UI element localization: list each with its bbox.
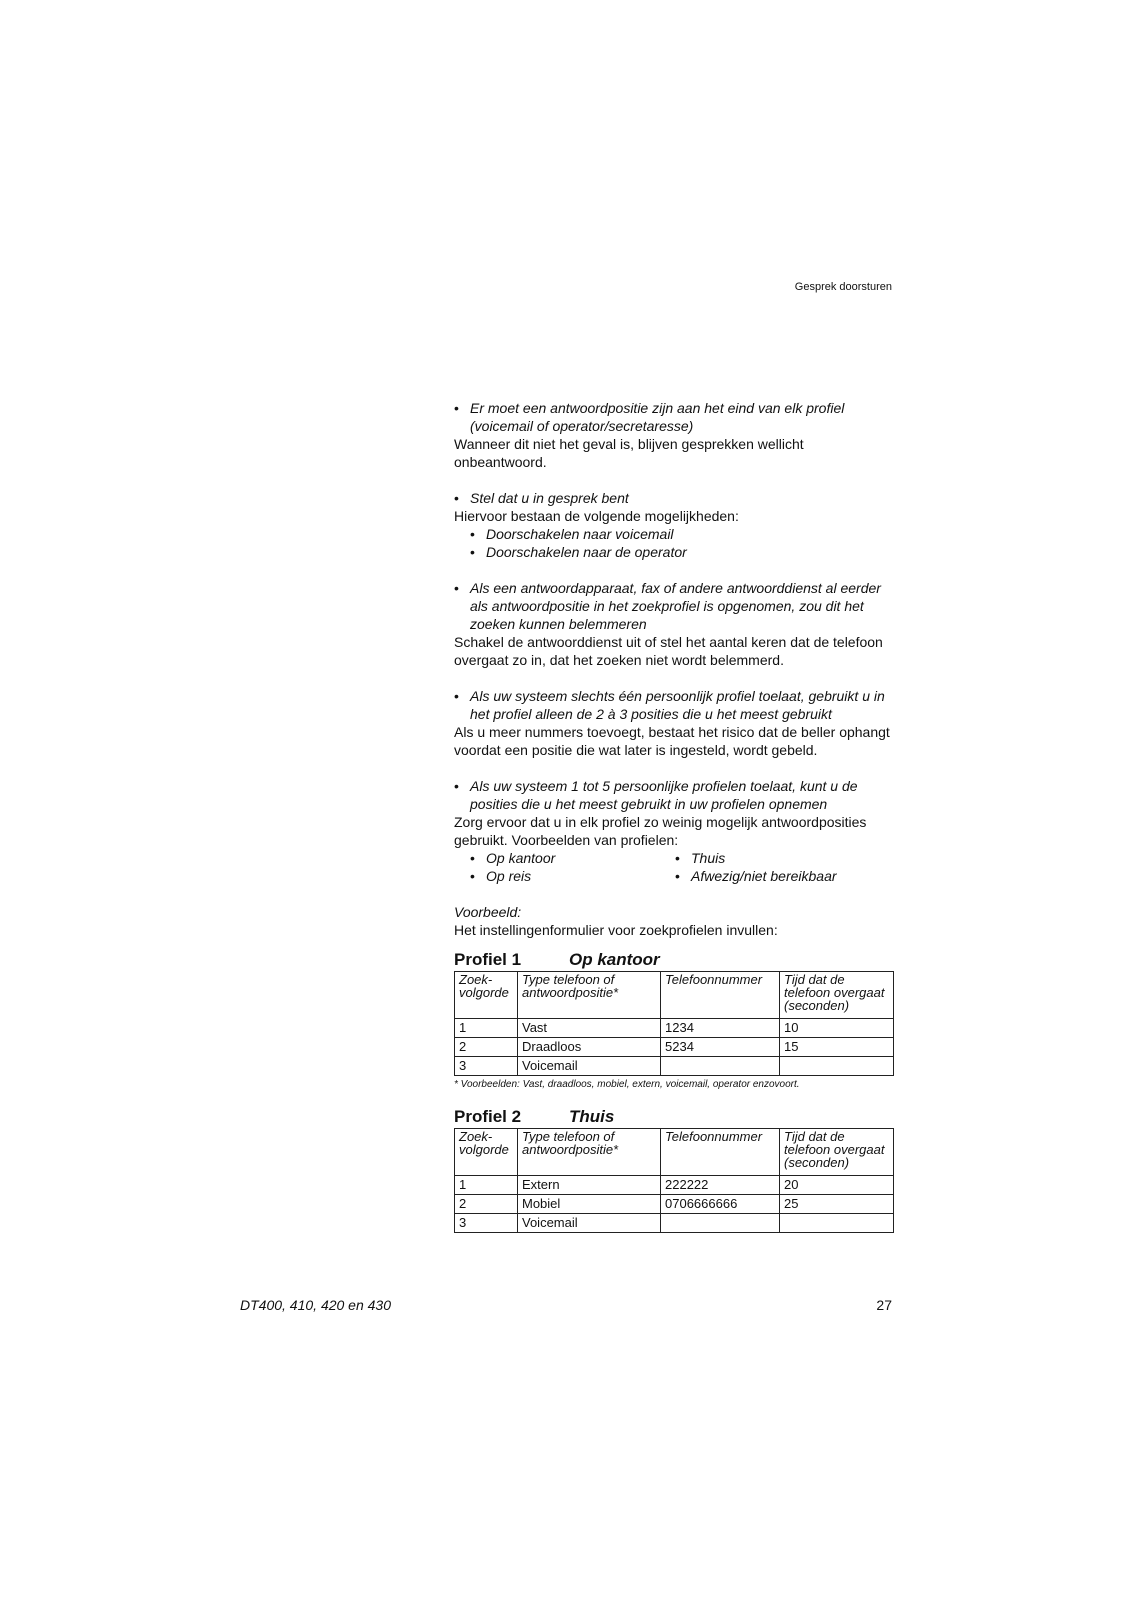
table-row <box>455 1019 894 1038</box>
table-cell: 222222 <box>661 1176 780 1195</box>
table-cell: 20 <box>780 1176 894 1195</box>
section-header: Gesprek doorsturen <box>794 281 892 293</box>
note-text: Als u meer nummers toevoegt, bestaat het risico dat de beller ophangt voordat een positie die wat later is ingesteld, wordt gebeld. <box>454 724 890 758</box>
table-row <box>455 1214 894 1233</box>
profile-name: Thuis <box>569 1107 615 1126</box>
profile-example: • Afwezig/niet bereikbaar <box>659 867 864 885</box>
profile-2-title <box>454 1106 894 1128</box>
table-header-row <box>455 972 894 1019</box>
header-phone-number: Telefoonnummer <box>661 972 780 1019</box>
header-phone-type: Type telefoon of antwoordpositie* <box>518 972 661 1019</box>
table-header-row <box>455 1129 894 1176</box>
profile-number: Profiel 2 <box>454 1107 522 1126</box>
table-row <box>455 1195 894 1214</box>
note-text: Wanneer dit niet het geval is, blijven gesprekken wellicht onbeantwoord. <box>454 436 804 470</box>
table-cell: 15 <box>780 1038 894 1057</box>
note-block <box>454 399 894 471</box>
note-block <box>454 777 894 885</box>
note-block <box>454 579 894 669</box>
note-text: Hiervoor bestaan de volgende mogelijkheden: <box>454 508 739 524</box>
note-block <box>454 489 894 561</box>
table-cell <box>661 1057 780 1076</box>
example-section <box>454 903 894 939</box>
table-cell: Voicemail <box>518 1057 661 1076</box>
table-cell: 2 <box>455 1038 518 1057</box>
note-block <box>454 687 894 759</box>
profile-2-table <box>454 1128 894 1233</box>
table-cell: 5234 <box>661 1038 780 1057</box>
note-bullet: • Als uw systeem slechts één persoonlijk profiel toelaat, gebruikt u in het profiel alleen de 2 à 3 posities die u het meest gebruikt <box>454 687 894 723</box>
page-number: 27 <box>876 1297 892 1313</box>
table-cell: Voicemail <box>518 1214 661 1233</box>
table-cell: 1 <box>455 1176 518 1195</box>
table-row <box>455 1038 894 1057</box>
table-cell: 10 <box>780 1019 894 1038</box>
header-phone-number: Telefoonnummer <box>661 1129 780 1176</box>
table-cell <box>780 1057 894 1076</box>
note-text: Schakel de antwoorddienst uit of stel het aantal keren dat de telefoon overgaat zo in, dat het zoeken niet wordt belemmerd. <box>454 634 883 668</box>
sub-bullet: • Doorschakelen naar de operator <box>454 543 894 561</box>
profile-example: • Thuis <box>659 849 864 867</box>
page-content <box>454 399 894 1233</box>
profile-examples <box>454 849 894 885</box>
footer-model: DT400, 410, 420 en 430 <box>240 1297 392 1313</box>
example-text: Het instellingenformulier voor zoekprofielen invullen: <box>454 922 778 938</box>
table-cell: Mobiel <box>518 1195 661 1214</box>
note-bullet: • Als uw systeem 1 tot 5 persoonlijke profielen toelaat, kunt u de posities die u het meest gebruikt in uw profielen opnemen <box>454 777 894 813</box>
table-row <box>455 1176 894 1195</box>
header-ring-time: Tijd dat de telefoon overgaat (seconden) <box>780 972 894 1019</box>
note-bullet: • Als een antwoordapparaat, fax of andere antwoorddienst al eerder als antwoordpositie in het zoekprofiel is opgenomen, zou dit het zoeken kunnen belemmeren <box>454 579 894 633</box>
table-cell: 25 <box>780 1195 894 1214</box>
table-cell: Draadloos <box>518 1038 661 1057</box>
profile-name: Op kantoor <box>569 950 660 969</box>
profile-example: • Op kantoor <box>454 849 659 867</box>
profile-example: • Op reis <box>454 867 659 885</box>
note-text: Zorg ervoor dat u in elk profiel zo weinig mogelijk antwoordposities gebruikt. Voorbeelden van profielen: <box>454 814 867 848</box>
table-cell <box>780 1214 894 1233</box>
header-search-order: Zoek- volgorde <box>455 1129 518 1176</box>
table-cell: Vast <box>518 1019 661 1038</box>
table-footnote: * Voorbeelden: Vast, draadloos, mobiel, extern, voicemail, operator enzovoort. <box>454 1079 800 1090</box>
table-cell: 3 <box>455 1214 518 1233</box>
note-bullet: • Er moet een antwoordpositie zijn aan het eind van elk profiel (voicemail of operator/secretaresse) <box>454 399 894 435</box>
header-search-order: Zoek- volgorde <box>455 972 518 1019</box>
table-cell: 1234 <box>661 1019 780 1038</box>
sub-bullet: • Doorschakelen naar voicemail <box>454 525 894 543</box>
table-cell: Extern <box>518 1176 661 1195</box>
example-label: Voorbeeld: <box>454 904 522 920</box>
table-row <box>455 1057 894 1076</box>
profile-1-title <box>454 949 894 971</box>
header-ring-time: Tijd dat de telefoon overgaat (seconden) <box>780 1129 894 1176</box>
table-cell: 1 <box>455 1019 518 1038</box>
note-bullet: • Stel dat u in gesprek bent <box>454 489 894 507</box>
table-cell: 0706666666 <box>661 1195 780 1214</box>
table-cell: 3 <box>455 1057 518 1076</box>
profile-1-table <box>454 971 894 1076</box>
profile-number: Profiel 1 <box>454 950 522 969</box>
table-cell <box>661 1214 780 1233</box>
table-cell: 2 <box>455 1195 518 1214</box>
header-phone-type: Type telefoon of antwoordpositie* <box>518 1129 661 1176</box>
